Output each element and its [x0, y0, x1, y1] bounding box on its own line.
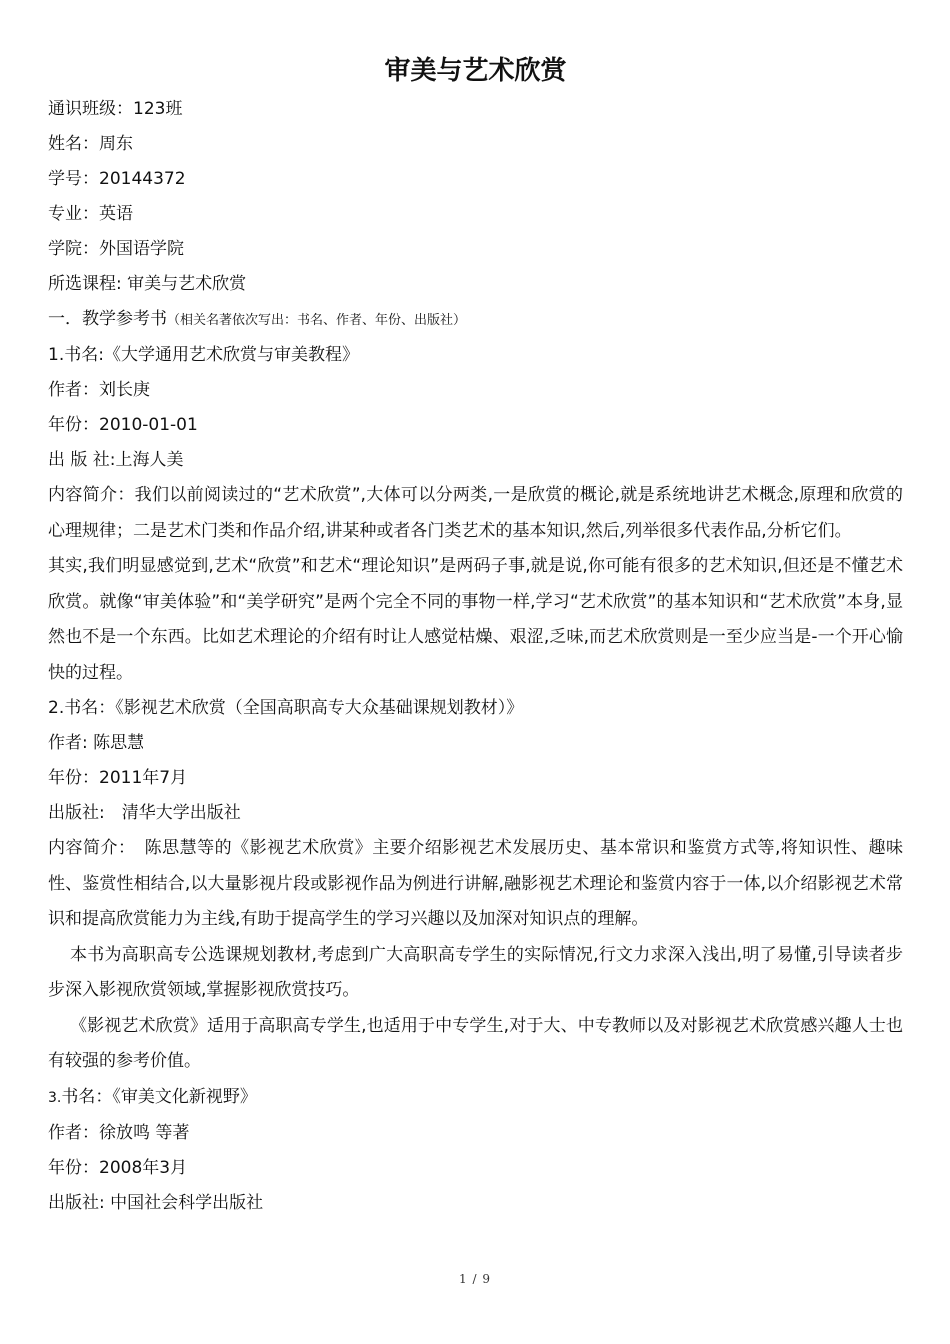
book-3-title-text: 书名：《审美文化新视野》 [61, 1086, 257, 1107]
book-2-author: 作者: 陈思慧 [48, 733, 145, 753]
section-heading-text: 一．教学参考书 [48, 309, 167, 329]
book-2-year: 年份：2011年7月 [48, 768, 188, 788]
book-3-number: 3. [48, 1089, 62, 1106]
document-title: 审美与艺术欣赏 [384, 56, 567, 86]
page-indicator: 1 / 9 [459, 1272, 491, 1286]
book-2-title: 2.书名：《影视艺术欣赏（全国高职高专大众基础课规划教材）》 [48, 698, 524, 718]
student-id-line: 学号：20144372 [48, 169, 186, 189]
book-2-summary: 内容简介： 陈思慧等的《影视艺术欣赏》主要介绍影视艺术发展历史、基本常识和鉴赏方式等,将知识性、趣味性、鉴赏性相结合,以大量影视片段或影视作品为例进行讲解,融影视艺术理论和鉴赏内容于一体,以介绍影视艺术常识和提高欣赏能力为主线,有助于提高学生的学习兴趣以及加深对知识点的理解。 [48, 838, 903, 929]
major-line: 专业：英语 [48, 204, 133, 224]
book-3-title [48, 1080, 903, 1116]
college-line: 学院：外国语学院 [48, 239, 184, 259]
section-heading [48, 302, 903, 338]
class-line: 通识班级：123班 [48, 99, 183, 119]
book-2-publisher: 出版社: 清华大学出版社 [48, 803, 241, 823]
book-3-author: 作者：徐放鸣 等著 [48, 1122, 190, 1143]
book-1-year: 年份：2010-01-01 [48, 415, 198, 435]
book-1-paragraph-2: 其实,我们明显感觉到,艺术“欣赏”和艺术“理论知识”是两码子事,就是说,你可能有很多的艺术知识,但还是不懂艺术欣赏。就像“审美体验”和“美学研究”是两个完全不同的事物一样,学习“艺术欣赏”的基本知识和“艺术欣赏”本身,显然也不是一个东西。比如艺术理论的介绍有时让人感觉枯燥、艰涩,乏味,而艺术欣赏则是一至少应当是-一个开心愉快的过程。 [48, 556, 903, 683]
book-1-summary: 内容简介：我们以前阅读过的“艺术欣赏”,大体可以分两类,一是欣赏的概论,就是系统地讲艺术概念,原理和欣赏的心理规律；二是艺术门类和作品介绍,讲某种或者各门类艺术的基本知识,然后,列举很多代表作品,分析它们。 [48, 485, 903, 541]
book-2-paragraph-2: 本书为高职高专公选课规划教材,考虑到广大高职高专学生的实际情况,行文力求深入浅出,明了易懂,引导读者步步深入影视欣赏领域,掌握影视欣赏技巧。 [48, 944, 903, 1000]
course-line: 所选课程: 审美与艺术欣赏 [48, 274, 247, 294]
book-3-publisher: 出版社: 中国社会科学出版社 [48, 1192, 264, 1213]
book-1-author: 作者：刘长庚 [48, 380, 150, 400]
section-note: （相关名著依次写出：书名、作者、年份、出版社） [167, 313, 467, 328]
book-2-paragraph-3: 《影视艺术欣赏》适用于高职高专学生,也适用于中专学生,对于大、中专教师以及对影视艺术欣赏感兴趣人士也有较强的参考价值。 [48, 1015, 903, 1071]
book-1-title: 1.书名:《大学通用艺术欣赏与审美教程》 [48, 345, 359, 365]
book-3-year: 年份：2008年3月 [48, 1157, 188, 1178]
book-1-publisher: 出 版 社:上海人美 [48, 450, 184, 470]
name-line: 姓名：周东 [48, 134, 133, 154]
